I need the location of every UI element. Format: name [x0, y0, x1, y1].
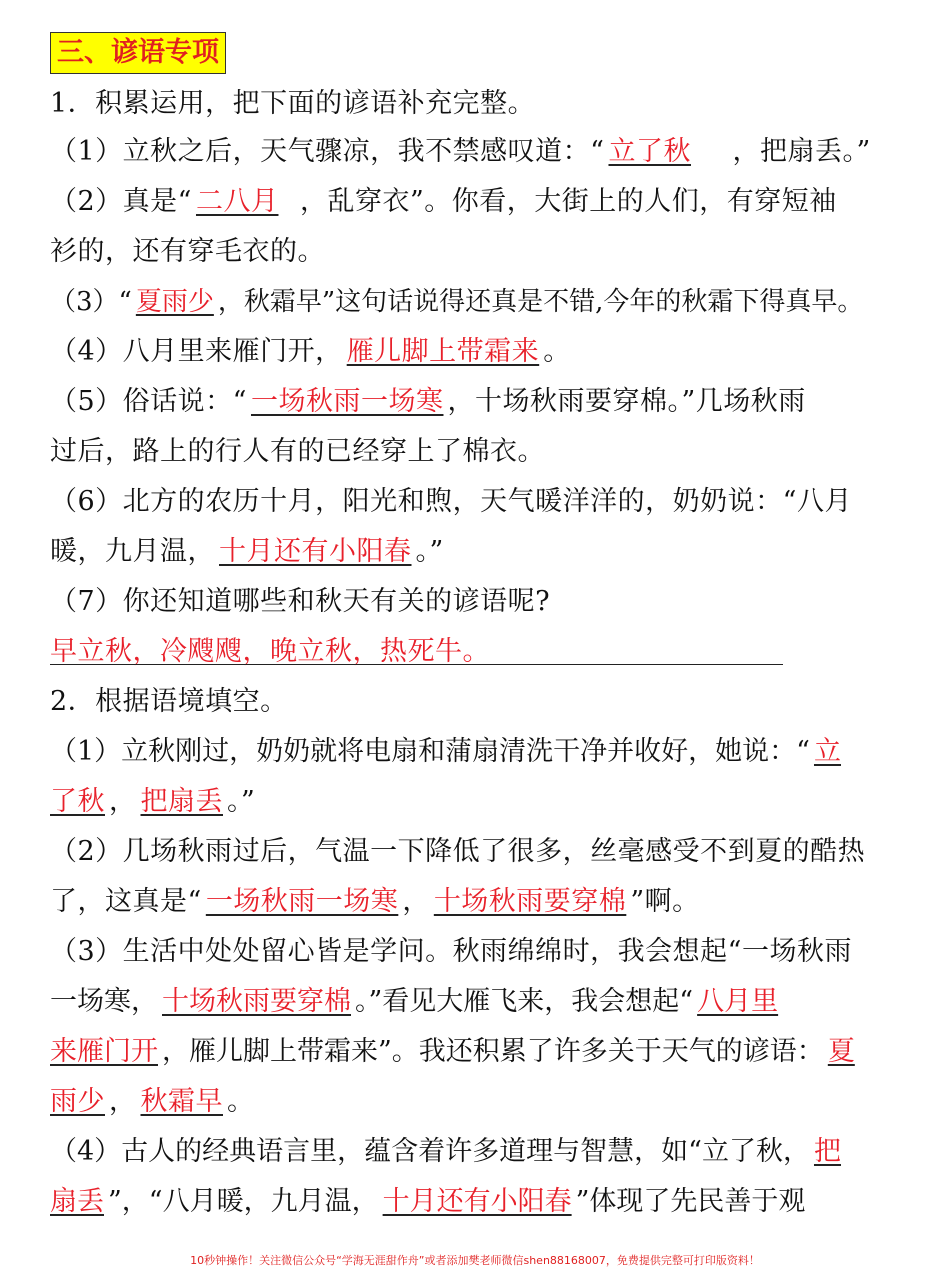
q2-item-2-cont	[50, 884, 700, 920]
q2-item-2-answer-b: 十场秋雨要穿棉	[433, 886, 627, 917]
q2-item-4-answer-b: 扇丢	[50, 1186, 104, 1217]
q1-item-6-cont	[50, 534, 444, 570]
q2-item-1-post: 。”	[227, 786, 256, 817]
q1-item-3-answer: 夏雨少	[135, 287, 214, 317]
q2-item-2-post: ”啊。	[630, 886, 700, 917]
q1-item-2-post: ，乱穿衣”。你看，大街上的人们，有穿短袖	[299, 186, 837, 217]
q1-item-5-pre: （5）俗话说：“	[50, 386, 247, 417]
q2-item-3: （3）生活中处处留心皆是学问。秋雨绵绵时，我会想起“一场秋雨	[50, 936, 852, 967]
q1-item-4-post: 。	[543, 336, 571, 367]
q2-item-4	[50, 1134, 845, 1170]
q2-item-4-post: ”体现了先民善于观	[575, 1186, 806, 1217]
q2-item-1-sep: ，	[109, 786, 137, 817]
q2-item-2: （2）几场秋雨过后，气温一下降低了很多，丝毫感受不到夏的酷热	[50, 836, 866, 867]
q1-item-1-pre: （1）立秋之后，天气骤凉，我不禁感叹道：“	[50, 136, 605, 167]
q2-item-3-answer-e: 雨少	[50, 1086, 105, 1117]
q2-item-4-pre: （4）古人的经典语言里，蕴含着许多道理与智慧，如“立了秋，	[50, 1136, 810, 1167]
q2-item-3-mid: 。”看见大雁飞来，我会想起“	[355, 986, 694, 1017]
q1-item-4-answer: 雁儿脚上带霜来	[346, 336, 540, 367]
q1-item-2-answer: 二八月	[195, 186, 279, 217]
question-2-title: 2．根据语境填空。	[50, 686, 288, 717]
q2-item-4-mid: ”，“八月暖，九月温，	[108, 1186, 379, 1217]
footer-notice: 10秒钟操作！关注微信公众号“学海无涯甜作舟”或者添加樊老师微信shen88168007，免费提供完整可打印版资料！	[190, 1254, 760, 1267]
q2-item-3-cont-3	[50, 1084, 255, 1120]
q2-item-4-answer-c: 十月还有小阳春	[382, 1186, 572, 1217]
q2-item-3-answer-a: 十场秋雨要穿棉	[162, 986, 351, 1017]
q2-item-3-cont-2	[50, 1034, 859, 1070]
q1-item-7-answer: 早立秋，冷飕飕，晚立秋，热死牛。	[50, 636, 490, 667]
q2-item-3-pre: 一场寒，	[50, 986, 158, 1017]
q1-item-1-answer: 立了秋	[608, 136, 691, 167]
q1-item-6-answer: 十月还有小阳春	[219, 536, 412, 567]
q1-item-5-answer: 一场秋雨一场寒	[250, 386, 444, 417]
q1-item-3-pre: （3）“	[50, 287, 132, 317]
q1-item-6: （6）北方的农历十月，阳光和煦，天气暖洋洋的，奶奶说：“八月	[50, 486, 852, 517]
q2-item-1-pre: （1）立秋刚过，奶奶就将电扇和蒲扇清洗干净并收好，她说：“	[50, 736, 810, 767]
answer-rule	[50, 664, 783, 665]
q2-item-3-answer-d: 夏	[827, 1036, 855, 1067]
q2-item-2-answer-a: 一场秋雨一场寒	[205, 886, 399, 917]
q2-item-3-sep: ，	[109, 1086, 137, 1117]
q2-item-1-answer-b: 把扇丢	[140, 786, 223, 817]
q1-item-5-post: ，十场秋雨要穿棉。”几场秋雨	[447, 386, 806, 417]
section-title: 三、谚语专项	[50, 32, 226, 74]
q1-item-6-pre: 暖，九月温，	[50, 536, 215, 567]
q2-item-3-cont-1	[50, 984, 782, 1020]
q1-item-2-cont: 衫的，还有穿毛衣的。	[50, 236, 325, 267]
q1-item-6-post: 。”	[415, 536, 444, 567]
q2-item-3-post: 。	[227, 1086, 255, 1117]
q1-item-1-post: ，把扇丢。”	[732, 136, 871, 167]
q2-item-3-mid-2: ，雁儿脚上带霜来”。我还积累了许多关于天气的谚语：	[162, 1036, 824, 1067]
q2-item-3-answer-c: 来雁门开	[50, 1036, 158, 1067]
q1-item-4	[50, 334, 571, 370]
q2-item-4-cont	[50, 1184, 805, 1220]
question-1-title: 1．积累运用，把下面的谚语补充完整。	[50, 88, 536, 119]
q1-item-2-pre: （2）真是“	[50, 186, 192, 217]
q1-item-1	[50, 134, 871, 170]
q2-item-3-answer-b: 八月里	[697, 986, 779, 1017]
q1-item-3	[50, 284, 863, 320]
q1-item-7: （7）你还知道哪些和秋天有关的谚语呢?	[50, 586, 551, 617]
q1-item-5	[50, 384, 806, 420]
q1-item-4-pre: （4）八月里来雁门开，	[50, 336, 343, 367]
q2-item-2-sep: ，	[402, 886, 430, 917]
q2-item-4-answer-a: 把	[813, 1136, 841, 1167]
q2-item-1-answer-a: 了秋	[50, 786, 105, 817]
q2-item-2-pre: 了，这真是“	[50, 886, 202, 917]
q1-item-3-post: ，秋霜早”这句话说得还真是不错,今年的秋霜下得真早。	[217, 287, 864, 317]
q2-item-3-answer-f: 秋霜早	[140, 1086, 223, 1117]
q2-item-1-cont	[50, 784, 255, 820]
q2-item-1-answer: 立	[813, 736, 841, 767]
q2-item-1	[50, 734, 845, 770]
q1-item-5-cont: 过后，路上的行人有的已经穿上了棉衣。	[50, 436, 545, 467]
q1-item-2	[50, 184, 837, 220]
